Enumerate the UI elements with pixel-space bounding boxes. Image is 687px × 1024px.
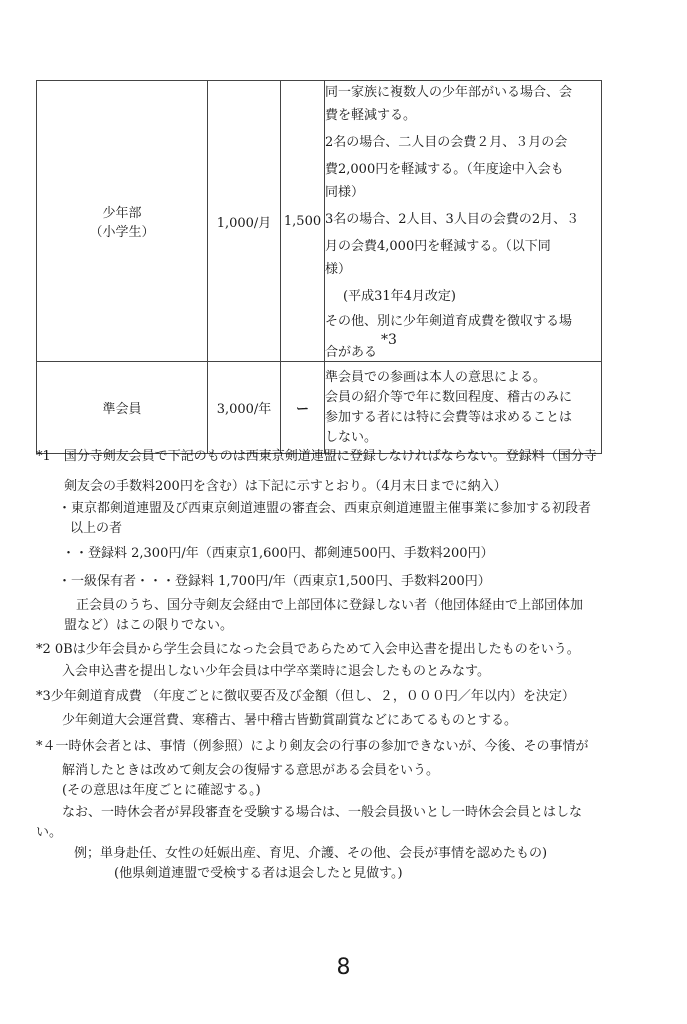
footnote-line: 正会員のうち、国分寺剣友会経由で上部団体に登録しない者（他団体経由で上部団体加: [76, 598, 584, 613]
remark-line: 同様）: [325, 185, 365, 200]
footnote-line: なお、一時休会者が昇段審査を受験する場合は、一般会員扱いとし一時休会会員とはしな: [62, 805, 583, 820]
remark-line: (平成31年4月改定): [343, 289, 456, 304]
remark-line: 様）: [325, 262, 352, 277]
footnote-line: 盟など）はこの限りでない。: [64, 618, 234, 633]
footnote-line: 以上の者: [70, 521, 123, 536]
remark-line: 2名の場合、二人目の会費２月、３月の会: [325, 135, 568, 150]
footnote-line: 少年剣道大会運営費、寒稽古、暑中稽古皆勤賞副賞などにあてるものとする。: [62, 713, 518, 728]
member-type-sublabel: （小学生）: [89, 225, 155, 240]
fee-cell: 1,000/月: [208, 81, 281, 362]
footnote-line: 例；単身赴任、女性の妊娠出産、育児、介護、その他、会長が事情を認めたもの): [74, 846, 548, 861]
footnote-line: 入会申込書を提出しない少年会員は中学卒業時に退会したものとみなす。: [62, 664, 490, 679]
remark-line: 費を軽減する。: [325, 108, 417, 123]
remark-line: 準会員での参画は本人の意思による。: [325, 369, 547, 385]
remark-line: 月の会費4,000円を軽減する。（以下同: [325, 239, 551, 254]
footnote-line: *1 国分寺剣友会員で下記のものは西東京剣道連盟に登録しなければならない。登録料（国分寺: [36, 449, 597, 464]
fee-cell: 3,000/年: [208, 362, 281, 454]
remark-line: 同一家族に複数人の少年部がいる場合、会: [325, 85, 573, 100]
footnote-line: 解消したときは改めて剣友会の復帰する意思がある会員をいう。: [62, 763, 440, 778]
footnote-line: い。: [36, 825, 63, 840]
remark-line: 参加する者には特に会費等は求めることは: [325, 409, 573, 425]
footnote-line: (その意思は年度ごとに確認する。): [62, 783, 261, 798]
remark-line: 会員の紹介等で年に数回程度、稽古のみに: [325, 389, 573, 405]
footnote-line: ・・登録料 2,300円/年（西東京1,600円、都剣連500円、手数料200円）: [62, 546, 494, 561]
footnote-line: *3少年剣道育成費 （年度ごとに徴収要否及び金額（但し、２，０００円／年以内）を決定）: [36, 689, 575, 704]
page-number: 8: [336, 955, 351, 980]
entry-fee-cell: ー: [281, 362, 325, 454]
footnote-mark: *3: [381, 333, 397, 348]
member-type-label: 準会員: [102, 402, 142, 417]
remark-line: 合がある: [325, 345, 378, 360]
remark-line: しない。: [325, 429, 378, 445]
footnote-line: 剣友会の手数料200円を含む）は下記に示すとおり。（4月末日までに納入）: [64, 479, 507, 494]
footnote-line: *2 0Bは少年会員から学生会員になった会員であらためて入会申込書を提出したものをいう。: [36, 642, 580, 657]
footnote-line: ・東京都剣道連盟及び西東京剣道連盟の審査会、西東京剣道連盟主催事業に参加する初段者: [58, 501, 592, 516]
footnote-line: *４一時休会者とは、事情（例参照）により剣友会の行事の参加できないが、今後、その事情が: [36, 739, 589, 754]
remark-line: 費2,000円を軽減する。（年度途中入会も: [325, 162, 564, 177]
remark-line: 3名の場合、2人目、3人目の会費の2月、３: [325, 212, 580, 227]
footnote-line: ・一級保有者・・・登録料 1,700円/年（西東京1,500円、手数料200円）: [58, 574, 491, 589]
remark-line: その他、別に少年剣道育成費を徴収する場: [325, 314, 573, 329]
entry-fee-cell: 1,500: [281, 81, 325, 362]
member-type-label: 少年部: [102, 206, 142, 221]
footnote-line: (他県剣道連盟で受検する者は退会したと見做す。): [114, 866, 403, 881]
